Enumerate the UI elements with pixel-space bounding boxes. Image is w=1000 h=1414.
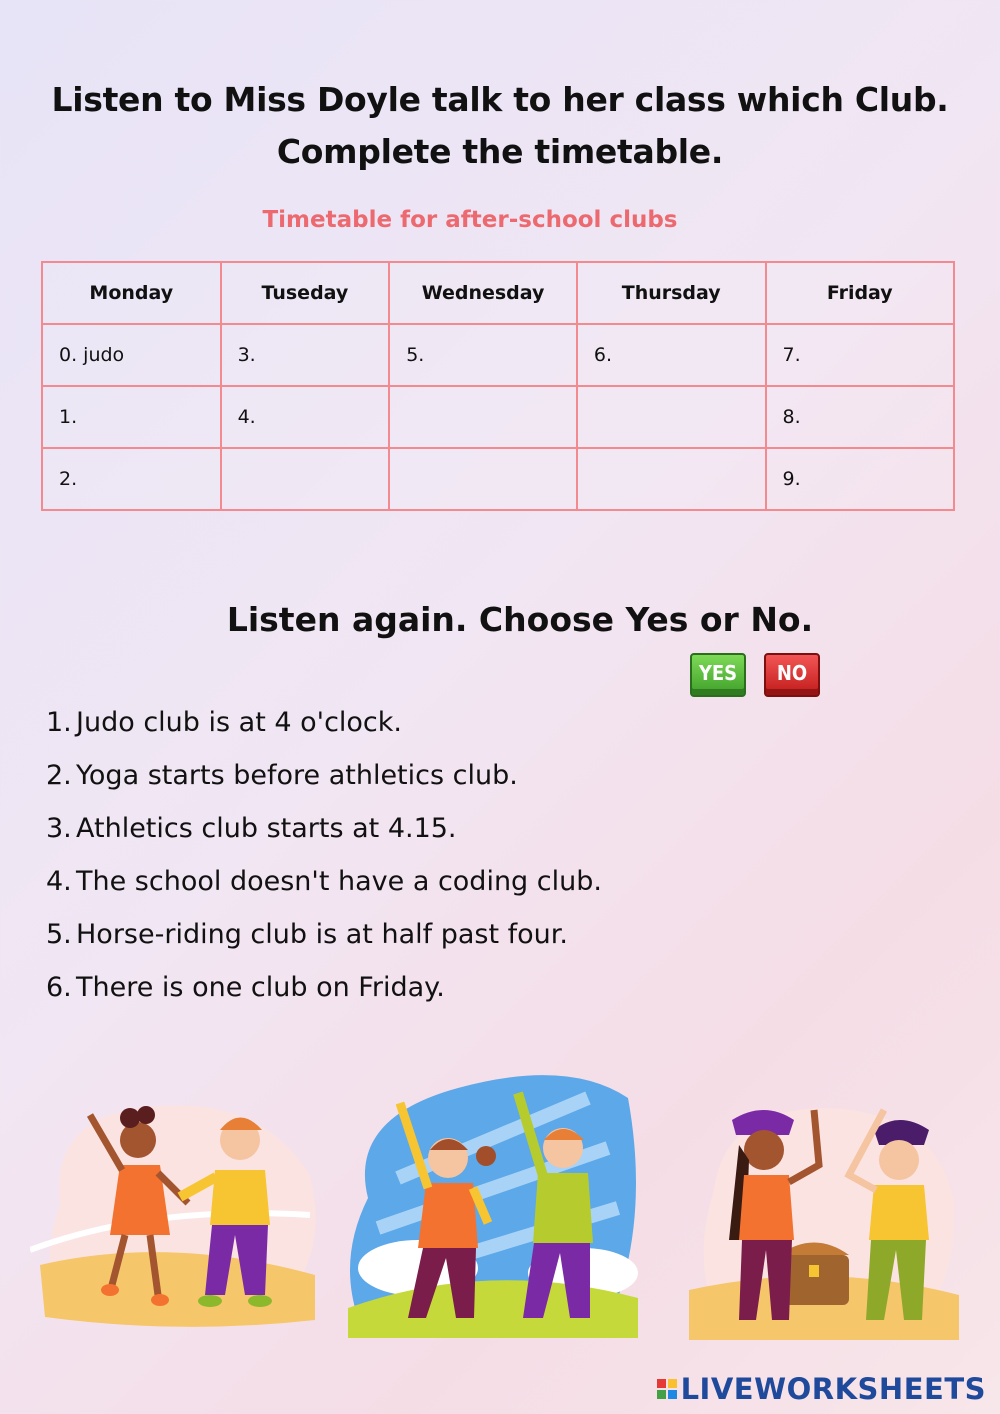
question-text: Horse-riding club is at half past four. bbox=[76, 919, 568, 950]
header-thursday: Thursday bbox=[577, 262, 766, 324]
header-wednesday: Wednesday bbox=[389, 262, 577, 324]
empty-cell bbox=[221, 448, 390, 510]
question-number: 1. bbox=[46, 707, 72, 738]
table-row bbox=[42, 386, 954, 448]
question-number: 3. bbox=[46, 813, 72, 844]
answer-cell[interactable]: 9. bbox=[766, 448, 955, 510]
answer-cell[interactable]: 6. bbox=[577, 324, 766, 386]
question-number: 5. bbox=[46, 919, 72, 950]
title-line-2: Complete the timetable. bbox=[276, 132, 724, 171]
answer-cell[interactable]: 1. bbox=[42, 386, 221, 448]
stretching-kids-illustration bbox=[338, 1058, 648, 1348]
list-item[interactable] bbox=[46, 700, 602, 753]
question-text: Athletics club starts at 4.15. bbox=[76, 813, 457, 844]
timetable bbox=[41, 261, 955, 511]
answer-cell[interactable]: 8. bbox=[766, 386, 955, 448]
brand-text: LIVEWORKSHEETS bbox=[680, 1372, 986, 1406]
header-tuesday: Tuseday bbox=[221, 262, 390, 324]
list-item[interactable] bbox=[46, 912, 602, 965]
question-text: There is one club on Friday. bbox=[76, 972, 445, 1003]
table-row bbox=[42, 324, 954, 386]
question-number: 6. bbox=[46, 972, 72, 1003]
answer-cell[interactable]: 4. bbox=[221, 386, 390, 448]
question-text: Yoga starts before athletics club. bbox=[76, 760, 518, 791]
question-text: Judo club is at 4 o'clock. bbox=[76, 707, 402, 738]
pirate-kids-illustration bbox=[684, 1090, 964, 1350]
question-number: 4. bbox=[46, 866, 72, 897]
list-item[interactable] bbox=[46, 806, 602, 859]
timetable-header-row bbox=[42, 262, 954, 324]
yes-button[interactable]: YES bbox=[690, 653, 746, 697]
answer-cell[interactable]: 2. bbox=[42, 448, 221, 510]
section2-heading: Listen again. Choose Yes or No. bbox=[226, 600, 814, 639]
list-item[interactable] bbox=[46, 753, 602, 806]
no-button[interactable]: NO bbox=[764, 653, 820, 697]
worksheet-title bbox=[0, 74, 1000, 178]
list-item[interactable] bbox=[46, 965, 602, 1018]
answer-cell[interactable]: 5. bbox=[389, 324, 577, 386]
table-row bbox=[42, 448, 954, 510]
answer-cell[interactable]: 7. bbox=[766, 324, 955, 386]
title-line-1: Listen to Miss Doyle talk to her class which Club. bbox=[51, 80, 949, 119]
empty-cell bbox=[577, 448, 766, 510]
question-list bbox=[46, 700, 602, 1018]
header-friday: Friday bbox=[766, 262, 955, 324]
empty-cell bbox=[389, 448, 577, 510]
answer-cell[interactable]: 3. bbox=[221, 324, 390, 386]
question-text: The school doesn't have a coding club. bbox=[76, 866, 602, 897]
answer-cell: 0. judo bbox=[42, 324, 221, 386]
liveworksheets-icon bbox=[657, 1379, 677, 1399]
header-monday: Monday bbox=[42, 262, 221, 324]
empty-cell bbox=[389, 386, 577, 448]
dancing-kids-illustration bbox=[30, 1085, 320, 1335]
list-item[interactable] bbox=[46, 859, 602, 912]
timetable-title: Timetable for after-school clubs bbox=[262, 207, 678, 233]
empty-cell bbox=[577, 386, 766, 448]
question-number: 2. bbox=[46, 760, 72, 791]
brand-logo bbox=[657, 1372, 986, 1406]
